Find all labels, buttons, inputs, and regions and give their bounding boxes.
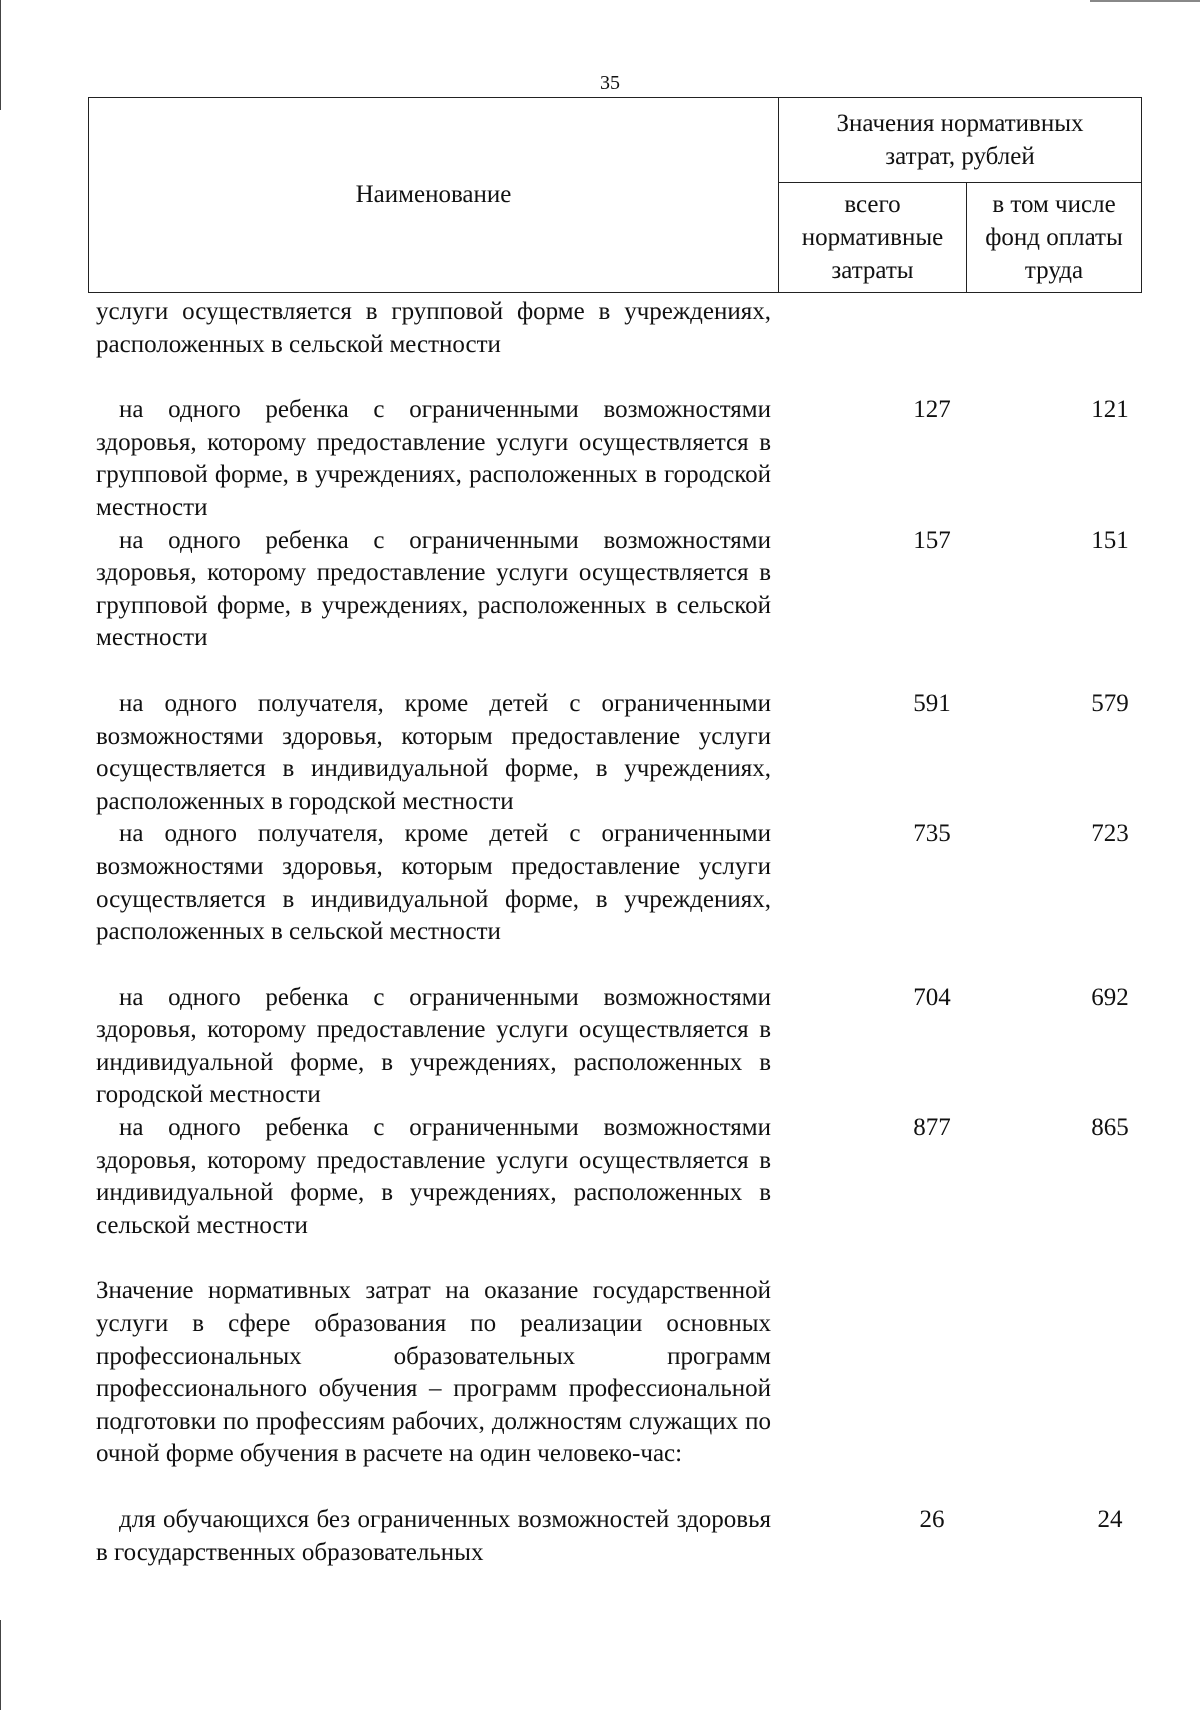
row-text: на одного получателя, кроме детей с ограниченными возможностями здоровья, которым предоставление услуги осуществляется в индивидуальной форме, в учреждениях, расположенных в сельской местности	[96, 820, 771, 946]
table-row	[96, 982, 1136, 1112]
table-row	[96, 1275, 1136, 1471]
header-total: всего нормативные затраты	[779, 183, 967, 293]
table-row	[96, 525, 1136, 655]
value-fund: 151	[1091, 526, 1129, 554]
row-text: услуги осуществляется в групповой форме в учреждениях, расположенных в сельской местности	[96, 298, 771, 358]
table-row	[96, 296, 1136, 361]
value-fund: 121	[1091, 396, 1129, 424]
value-total: 591	[913, 689, 951, 717]
page-number: 35	[600, 72, 620, 94]
value-total: 127	[913, 396, 951, 424]
value-total: 735	[913, 820, 951, 848]
header-name: Наименование	[89, 98, 779, 293]
header-fund: в том числе фонд оплаты труда	[967, 183, 1142, 293]
value-total: 877	[913, 1114, 951, 1142]
table-row	[96, 394, 1136, 524]
table-row	[96, 1504, 1136, 1569]
table-body	[96, 296, 1136, 1569]
table-row	[96, 818, 1136, 948]
table-row	[96, 1112, 1136, 1242]
row-text: на одного ребенка с ограниченными возможностями здоровья, которому предоставление услуги осуществляется в индивидуальной форме, в учреждениях, расположенных в городской местности	[96, 983, 771, 1109]
table-row	[96, 688, 1136, 818]
scan-edge-line	[0, 1620, 1, 1710]
value-total: 157	[913, 526, 951, 554]
value-fund: 723	[1091, 820, 1129, 848]
row-text: на одного ребенка с ограниченными возможностями здоровья, которому предоставление услуги осуществляется в групповой форме, в учреждениях, расположенных в сельской местности	[96, 526, 771, 652]
scan-edge-line	[0, 0, 1, 110]
row-text: на одного получателя, кроме детей с ограниченными возможностями здоровья, которым предоставление услуги осуществляется в индивидуальной форме, в учреждениях, расположенных в городской местности	[96, 689, 771, 815]
table-header	[88, 97, 1142, 293]
row-text: на одного ребенка с ограниченными возможностями здоровья, которому предоставление услуги осуществляется в групповой форме, в учреждениях, расположенных в городской местности	[96, 396, 771, 521]
value-fund: 692	[1091, 983, 1129, 1011]
scan-edge-line	[1090, 0, 1200, 2]
value-fund: 24	[1097, 1506, 1123, 1533]
value-fund: 865	[1091, 1114, 1129, 1142]
value-total: 704	[913, 983, 951, 1011]
value-fund: 579	[1091, 689, 1129, 717]
header-values-group: Значения нормативных затрат, рублей	[779, 98, 1142, 183]
value-total: 26	[919, 1506, 945, 1533]
row-text: для обучающихся без ограниченных возможностей здоровья в государственных образовательных	[96, 1506, 771, 1566]
row-text: на одного ребенка с ограниченными возможностями здоровья, которому предоставление услуги осуществляется в индивидуальной форме, в учреждениях, расположенных в сельской местности	[96, 1114, 771, 1239]
row-text: Значение нормативных затрат на оказание государственной услуги в сфере образования по реализации основных профессиональных образовательных программ профессионального обучения – программ профессиональной подготовки по профессиям рабочих, должностям служащих по очной форме обучения в расчете на один человеко-час:	[96, 1277, 771, 1468]
